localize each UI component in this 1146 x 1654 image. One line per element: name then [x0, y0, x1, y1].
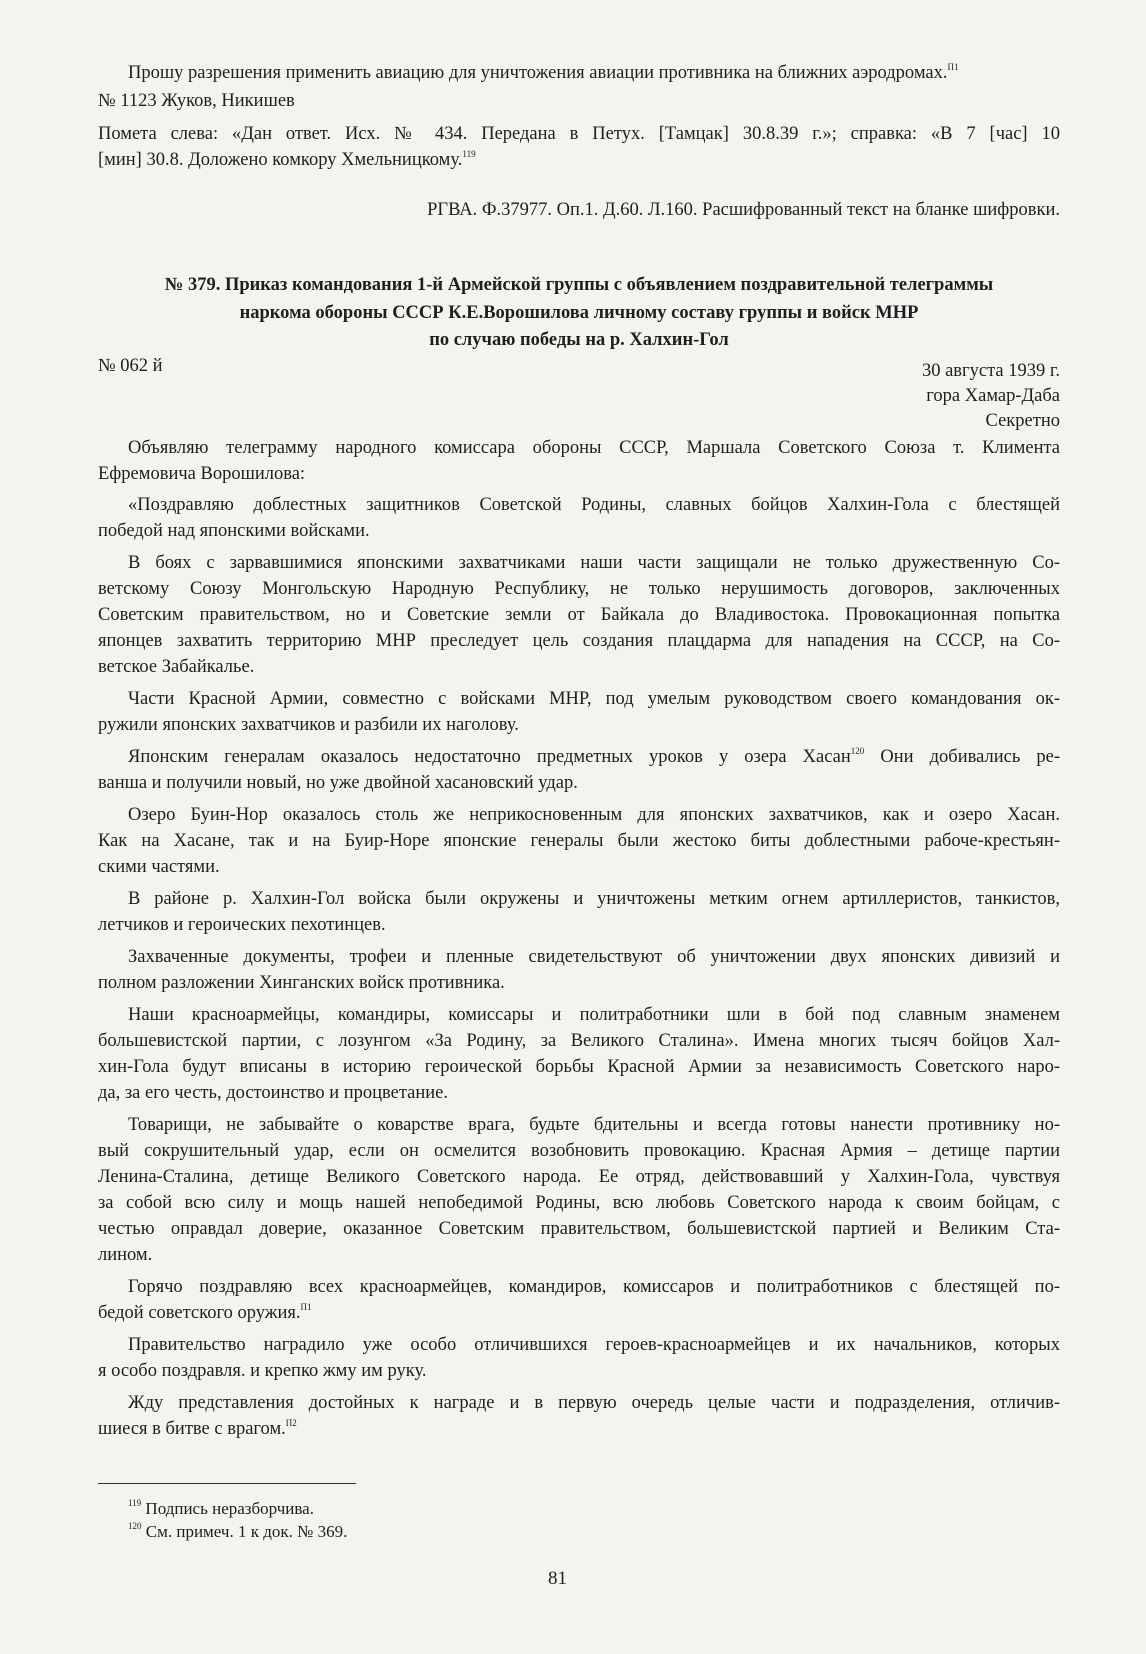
paragraph-line: Товарищи, не забывайте о коварстве врага, будьте бдительны и всегда готовы нанести противнику но-: [128, 1115, 1060, 1135]
footnote-ref: П2: [285, 1418, 297, 1428]
footnote-ref: П1: [947, 62, 959, 72]
signature-line: № 1123 Жуков, Никишев: [98, 91, 295, 111]
paragraph-line: японцев захватить территорию МНР преследует цель создания плацдарма для нападения на СССР, на Со-: [98, 631, 1060, 651]
paragraph-line: Горячо поздравляю всех красноармейцев, командиров, комиссаров и политработников с блестящей по-: [128, 1277, 1060, 1297]
footnote-ref: П1: [300, 1302, 312, 1312]
paragraph-line: бедой советского оружия.$^{П1}$: [98, 1302, 312, 1323]
secrecy-mark: Секретно: [985, 411, 1060, 431]
paragraph-line: В районе р. Халхин-Гол войска были окружены и уничтожены метким огнем артиллеристов, танкистов,: [128, 889, 1060, 909]
archive-reference: РГВА. Ф.37977. Оп.1. Д.60. Л.160. Расшифрованный текст на бланке шифровки.: [427, 200, 1060, 220]
paragraph-line: ванша и получили новый, но уже двойной хасановский удар.: [98, 773, 578, 793]
paragraph-line: за собой всю силу и мощь нашей непобедимой Родины, всю любовь Советского народа к своим бойцам, с: [98, 1193, 1060, 1213]
paragraph-line: шиеся в битве с врагом.$^{П2}$: [98, 1418, 297, 1439]
order-date: 30 августа 1939 г.: [921, 361, 1060, 381]
mark-line: [мин] 30.8. Доложено комкору Хмельницкому.$^{119}$: [98, 149, 476, 170]
paragraph-line: полном разложении Хинганских войск противника.: [98, 973, 505, 993]
request-line: Прошу разрешения применить авиацию для уничтожения авиации противника на ближних аэродромах.$^{П1}$: [128, 62, 959, 83]
paragraph-line: Озеро Буин-Нор оказалось столь же неприкосновенным для японских захватчиков, как и озеро Хасан.: [128, 805, 1060, 825]
paragraph-line: я особо поздравля. и крепко жму им руку.: [98, 1361, 427, 1381]
paragraph-line: Части Красной Армии, совместно с войсками МНР, под умелым руководством своего командования ок-: [128, 689, 1060, 709]
footnote: $^{120}$ См. примеч. 1 к док. № 369.: [128, 1521, 348, 1541]
paragraph-line: хин-Гола будут вписаны в историю героической борьбы Красной Армии за независимость Советского наро-: [98, 1057, 1060, 1077]
paragraph-line: Ленина-Сталина, детище Великого Советского народа. Ее отряд, действовавший у Халхин-Гола, чувствуя: [98, 1167, 1060, 1187]
order-place: гора Хамар-Даба: [926, 386, 1060, 406]
paragraph-line: да, за его честь, достоинство и процветание.: [98, 1083, 449, 1103]
paragraph-line: ветское Забайкалье.: [98, 657, 255, 677]
document-title-line: № 379. Приказ командования 1-й Армейской группы с объявлением поздравительной телеграммы: [164, 275, 994, 295]
document-title-line: по случаю победы на р. Халхин-Гол: [429, 330, 729, 350]
paragraph-line: Правительство наградило уже особо отличившихся героев-красноармейцев и их начальников, которых: [128, 1335, 1060, 1355]
paragraph-line: Объявляю телеграмму народного комиссара обороны СССР, Маршала Советского Союза т. Климента: [128, 438, 1060, 458]
footnote-ref: 119: [462, 149, 476, 159]
paragraph-line: летчиков и героических пехотинцев.: [98, 915, 386, 935]
footnote: $^{119}$ Подпись неразборчива.: [128, 1498, 314, 1518]
paragraph-line: В боях с зарвавшимися японскими захватчиками наши части защищали не только дружественную Со-: [128, 553, 1060, 573]
paragraph-line: Наши красноармейцы, командиры, комиссары и политработники шли в бой под славным знаменем: [128, 1005, 1060, 1025]
paragraph-line: скими частями.: [98, 857, 220, 877]
paragraph-line: лином.: [98, 1245, 153, 1265]
order-number: № 062 й: [98, 356, 163, 376]
paragraph-line: победой над японскими войсками.: [98, 521, 370, 541]
paragraph-line: Как на Хасане, так и на Буир-Норе японские генералы были жестоко биты доблестными рабоче-крестьян-: [98, 831, 1060, 851]
footnote-divider: [98, 1483, 356, 1484]
paragraph-line: Захваченные документы, трофеи и пленные свидетельствуют об уничтожении двух японских дивизий и: [128, 947, 1060, 967]
page-number: 81: [548, 1568, 567, 1589]
paragraph-line: Японским генералам оказалось недостаточно предметных уроков у озера Хасан$^{120}$ Они добивались ре-: [128, 746, 1060, 767]
paragraph-line: ветскому Союзу Монгольскую Народную Республику, не только нерушимость договоров, заключенных: [98, 579, 1060, 599]
paragraph-line: честью оправдал доверие, оказанное Советским правительством, большевистской партией и Великим Ста-: [98, 1219, 1060, 1239]
footnote-ref: 120: [850, 746, 865, 756]
paragraph-line: Ефремовича Ворошилова:: [98, 464, 306, 484]
mark-line: Помета слева: «Дан ответ. Исх. № 434. Передана в Петух. [Тамцак] 30.8.39 г.»; справка: «В 7 [час] 10: [98, 124, 1060, 144]
paragraph-line: большевистской партии, с лозунгом «За Родину, за Великого Сталина». Имена многих тысяч бойцов Хал-: [98, 1031, 1060, 1051]
paragraph-line: «Поздравляю доблестных защитников Советской Родины, славных бойцов Халхин-Гола с блестящей: [128, 495, 1060, 515]
paragraph-line: Советским правительством, но и Советские земли от Байкала до Владивостока. Провокационная попытка: [98, 605, 1060, 625]
paragraph-line: Жду представления достойных к награде и в первую очередь целые части и подразделения, отличив-: [128, 1393, 1060, 1413]
paragraph-line: вый сокрушительный удар, если он осмелится возобновить провокацию. Красная Армия – детище партии: [98, 1141, 1060, 1161]
paragraph-line: ружили японских захватчиков и разбили их наголову.: [98, 715, 519, 735]
document-title-line: наркома обороны СССР К.Е.Ворошилова личному составу группы и войск МНР: [239, 303, 919, 323]
